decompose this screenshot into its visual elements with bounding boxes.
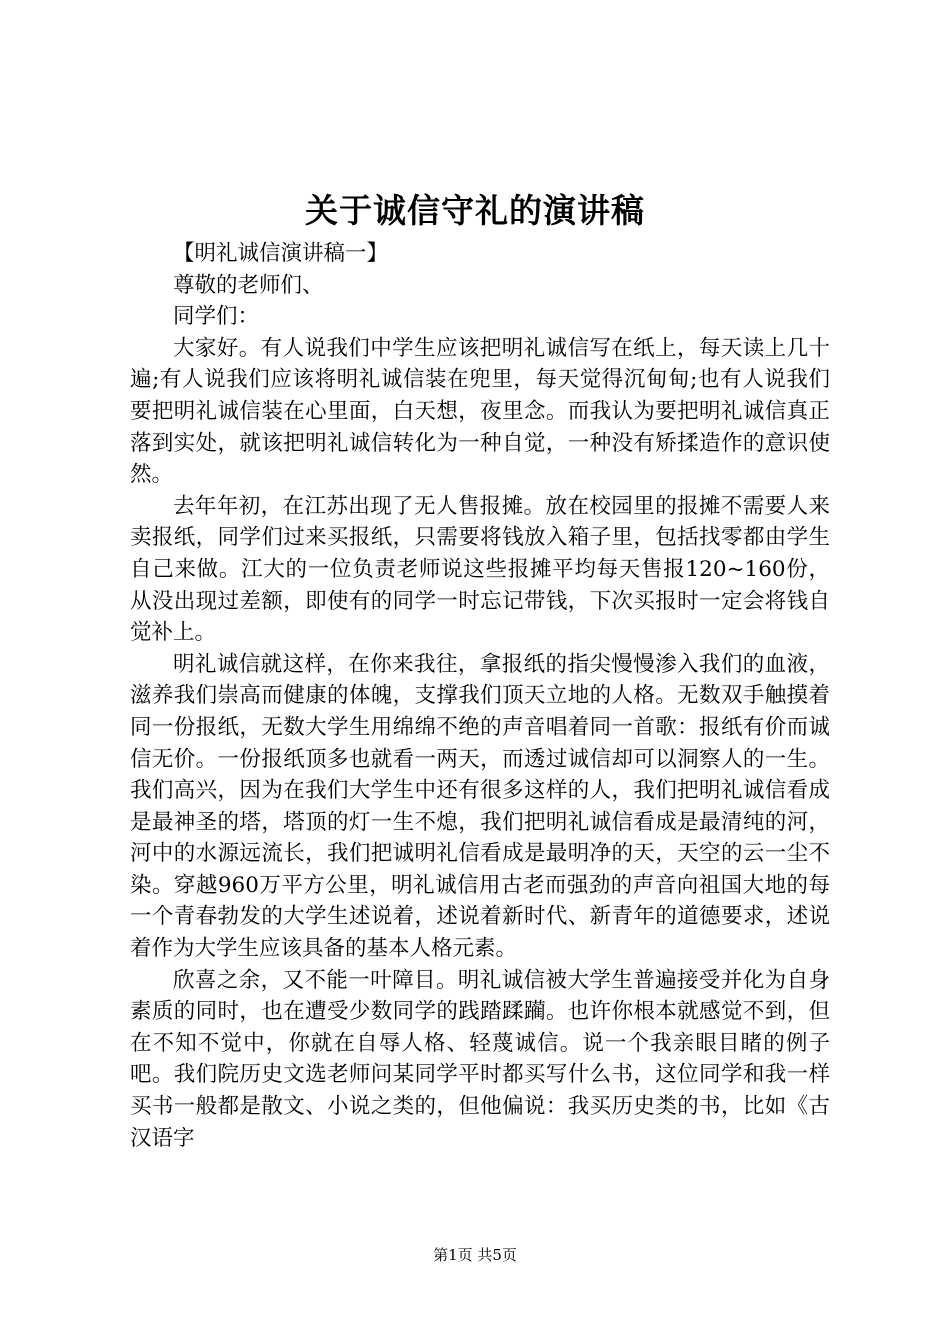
document-body [130, 238, 830, 1154]
paragraph: 同学们： [173, 304, 260, 330]
paragraph: 【明礼诚信演讲稿一】 [173, 241, 389, 266]
paragraph: 明礼诚信就这样，在你来我往，拿报纸的指尖慢慢渗入我们的血液，滋养我们崇高而健康的体魄，支撑我们顶天立地的人格。无数双手触摸着同一份报纸，无数大学生用绵绵不绝的声音唱着同一首歌：报纸有价而诚信无价。一份报纸顶多也就看一两天，而透过诚信却可以洞察人的一生。我们高兴，因为在我们大学生中还有很多这样的人，我们把明礼诚信看成是最神圣的塔，塔顶的灯一生不熄，我们把明礼诚信看成是最清纯的河，河中的水源远流长，我们把诚明礼信看成是最明净的天，天空的云一尘不染。穿越960万平方公里，明礼诚信用古老而强劲的声音向祖国大地的每一个青春勃发的大学生述说着，述说着新时代、新青年的道德要求，述说着作为大学生应该具备的基本人格元素。 [130, 651, 830, 962]
paragraph: 大家好。有人说我们中学生应该把明礼诚信写在纸上，每天读上几十遍;有人说我们应该将明礼诚信装在兜里，每天觉得沉甸甸;也有人说我们要把明礼诚信装在心里面，白天想，夜里念。而我认为要把明礼诚信真正落到实处，就该把明礼诚信转化为一种自觉，一种没有矫揉造作的意识使然。 [130, 335, 830, 488]
paragraph: 欣喜之余，又不能一叶障目。明礼诚信被大学生普遍接受并化为自身素质的同时，也在遭受少数同学的践踏蹂躏。也许你根本就感觉不到，但在不知不觉中，你就在自辱人格、轻蔑诚信。说一个我亲眼目睹的例子吧。我们院历史文选老师问某同学平时都买写什么书，这位同学和我一样买书一般都是散文、小说之类的，但他偏说：我买历史类的书，比如《古汉语字 [130, 967, 830, 1151]
paragraph: 尊敬的老师们、 [173, 272, 324, 298]
document-title: 关于诚信守礼的演讲稿 [305, 191, 645, 230]
page-number-footer: 第1页 共5页 [433, 1246, 517, 1264]
paragraph: 去年年初，在江苏出现了无人售报摊。放在校园里的报摊不需要人来卖报纸，同学们过来买报纸，只需要将钱放入箱子里，包括找零都由学生自己来做。江大的一位负责老师说这些报摊平均每天售报120~160份，从没出现过差额，即使有的同学一时忘记带钱，下次买报时一定会将钱自觉补上。 [130, 493, 830, 646]
